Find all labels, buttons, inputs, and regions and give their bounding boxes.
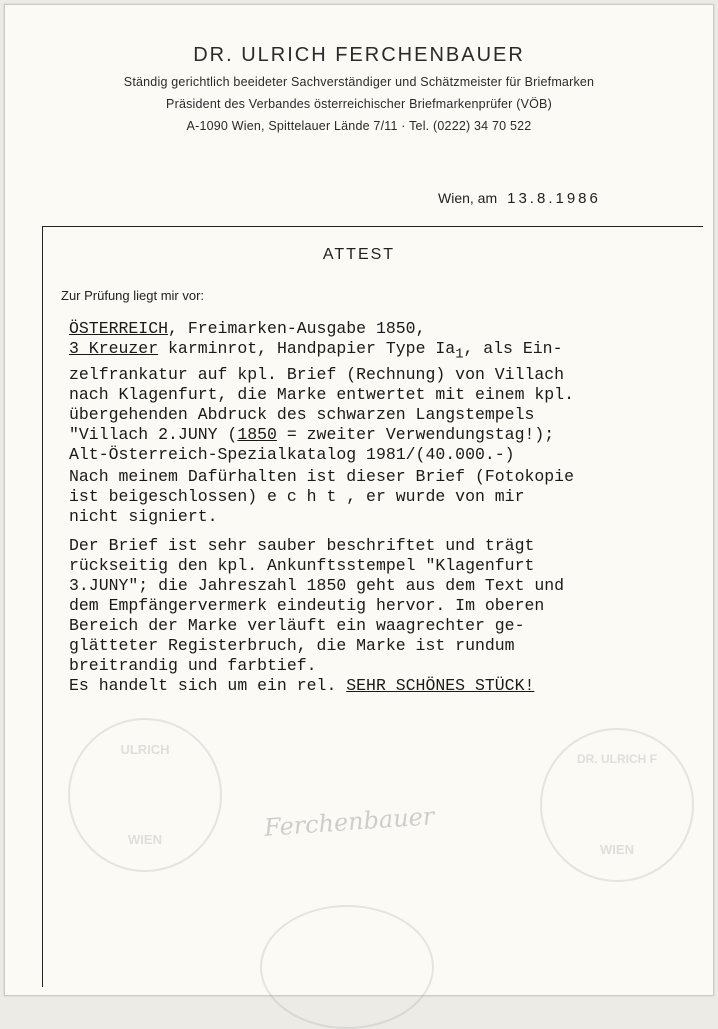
condition-paragraph: Der Brief ist sehr sauber beschriftet und trägt rückseitig den kpl. Ankunftsstempel "Klagenfurt 3.JUNY"; die Jahreszahl 1850 geht aus dem Text und dem Empfängervermerk eindeutig hervor. Im oberen Bereich der Marke verläuft ein waagrechter ge- glätteter Registerbruch, die Marke ist rundum breitrandig und farbtief. Es handelt sich um ein rel. SEHR SCHÖNES STÜCK!	[69, 536, 565, 695]
issue-date	[438, 190, 601, 207]
grade-highlight: SEHR SCHÖNES STÜCK!	[346, 676, 535, 695]
letterhead-title-line: Ständig gerichtlich beeideter Sachverständiger und Schätzmeister für Briefmarken	[123, 75, 595, 89]
embossed-seal-right: DR. ULRICH F WIEN	[540, 728, 694, 882]
date-value: 13.8.1986	[507, 190, 601, 207]
embossed-seal-left: ULRICH WIEN	[68, 718, 222, 872]
letterhead-address-line: A-1090 Wien, Spittelauer Lände 7/11 · Tel. (0222) 34 70 522	[186, 119, 532, 133]
letterhead-association-line: Präsident des Verbandes österreichischer Briefmarkenprüfer (VÖB)	[166, 97, 552, 111]
date-place: Wien, am	[438, 190, 498, 206]
stamp-description-paragraph: ÖSTERREICH, Freimarken-Ausgabe 1850, 3 Kreuzer karminrot, Handpapier Type $Ia_1$, als Ein- zelfrankatur auf kpl. Brief (Rechnung) von Villach nach Klagenfurt, die Marke entwertet mit einem kpl. übergehenden Abdruck des schwarzen Langstempels "Villach 2.JUNY (1850 = zweiter Verwendungstag!); Alt-Österreich-Spezialkatalog 1981/(40.000.-)	[69, 319, 574, 465]
embossed-seal-bottom	[260, 905, 434, 1029]
usage-year: 1850	[237, 425, 277, 445]
country-name: ÖSTERREICH	[69, 319, 169, 338]
type-subscript: 1	[455, 347, 464, 363]
letterhead-name: DR. ULRICH FERCHENBAUER	[193, 44, 525, 66]
signature: Ferchenbauer	[263, 802, 436, 842]
document-title: ATTEST	[322, 246, 396, 263]
denomination: 3 Kreuzer	[69, 339, 159, 358]
intro-line: Zur Prüfung liegt mir vor:	[61, 288, 205, 303]
authenticity-paragraph: Nach meinem Dafürhalten ist dieser Brief (Fotokopie ist beigeschlossen) e c h t , er wurde von mir nicht signiert.	[69, 467, 574, 526]
